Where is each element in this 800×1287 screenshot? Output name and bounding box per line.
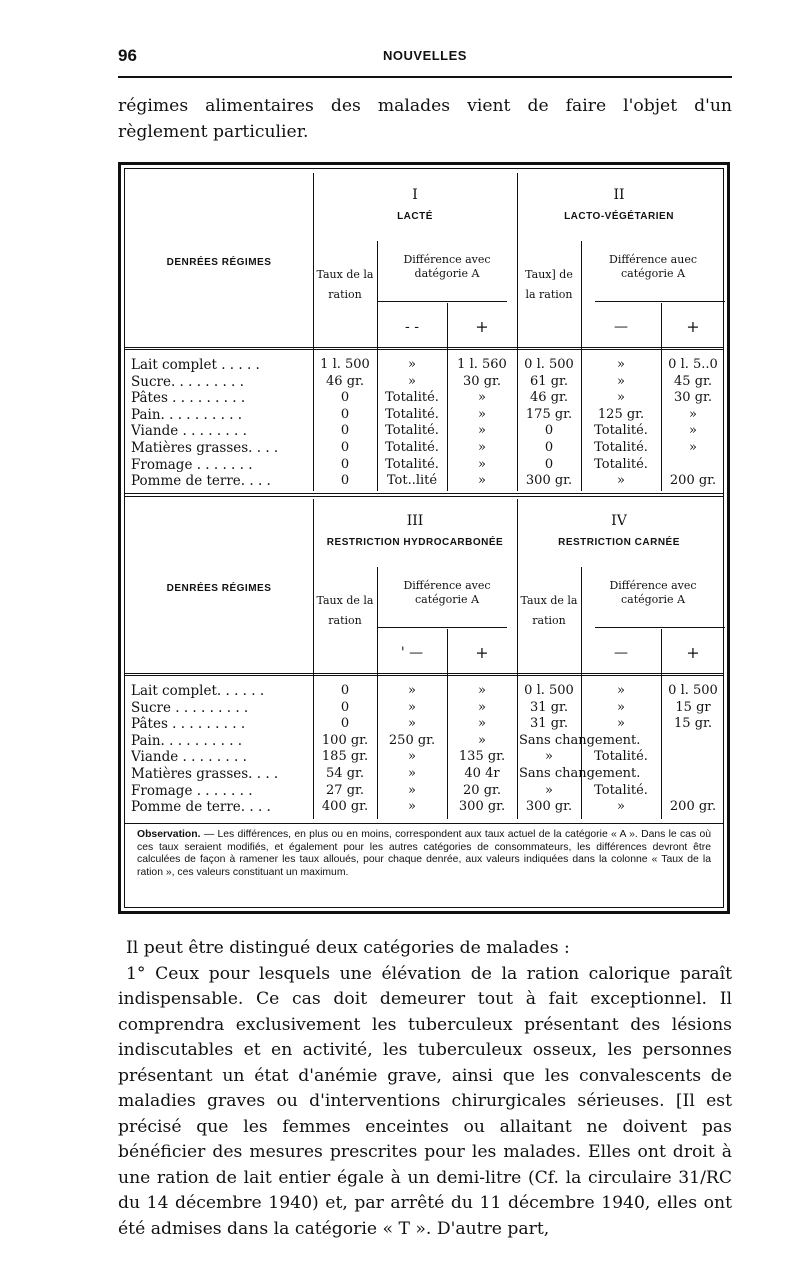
table-cell: 0 — [340, 456, 350, 472]
table-row-label: Pain. . . . . . . . . . — [131, 406, 243, 423]
table-cell: » — [478, 732, 486, 748]
row-header: DENRÉES RÉGIMES — [166, 257, 272, 268]
table-row-label: Pâtes . . . . . . . . . — [131, 716, 246, 733]
table-row-label: Fromage . . . . . . . — [131, 456, 253, 473]
group-name: RESTRICTION CARNÉE — [558, 537, 680, 548]
table-cell: Sans changement. — [519, 732, 641, 748]
table-row-label: Pomme de terre. . . . — [131, 473, 271, 490]
table-cell: Totalité. — [594, 749, 648, 765]
table-cell: 400 gr. — [321, 799, 369, 815]
diff-label: Différence avec catégorie A — [609, 579, 697, 606]
table-cell: » — [478, 423, 486, 439]
table-cell: 300 gr. — [458, 799, 506, 815]
taux-label: Taux de la ration — [316, 594, 374, 627]
observation-note — [137, 829, 711, 879]
minus-label: — — [614, 319, 628, 335]
table-cell: Totalité. — [594, 423, 648, 439]
table-cell: 0 l. 500 — [668, 683, 718, 698]
table-cell: » — [478, 406, 486, 422]
table-cell: » — [617, 799, 625, 815]
table-cell: » — [617, 357, 625, 372]
running-title: NOUVELLES — [383, 48, 467, 63]
plus-label: + — [686, 643, 700, 662]
body-paragraph: 1° Ceux pour lesquels une élévation de la ration calorique paraît indispensable. Ce cas doit demeurer tout à fait exceptionnel. Il comprendra exclusivement les tuberculeux présentant des lésions indiscutables et en activité, les tuberculeux osseux, les personnes présentant un état d'anémie grave, ainsi que les convalescents de maladies graves ou d'interventions chirurgicales sérieuses. [Il est précisé que les femmes enceintes ou allaitant ne doivent pas bénéficier des mesures prescrites pour les malades. Elles ont droit à une ration de lait entier égale à un demi-litre (Cf. la circulaire 31/RC du 14 décembre 1940) et, par arrêté du 11 décembre 1940, elles ont été admises dans la catégorie « T ». D'autre part, — [118, 963, 732, 1239]
table-cell: 200 gr. — [669, 473, 717, 489]
table-row-label: Lait complet . . . . . — [131, 357, 260, 373]
diff-label: Différence auec catégorie A — [609, 253, 697, 280]
table-cell: 0 — [340, 423, 350, 439]
table-row-label: Sucre. . . . . . . . . — [131, 373, 244, 390]
table-row-label: Fromage . . . . . . . — [131, 782, 253, 799]
table-cell: 0 l. 500 — [524, 357, 574, 372]
table-cell: » — [617, 390, 625, 406]
table-cell: 0 — [340, 699, 350, 715]
table-cell: 54 gr. — [326, 766, 364, 781]
taux-label: Taux] de la ration — [525, 268, 573, 301]
table-cell: 250 gr. — [388, 732, 436, 748]
table-cell: 135 gr. — [458, 749, 506, 765]
table-cell: Totalité. — [594, 440, 648, 455]
minus-label: ' — — [400, 645, 424, 661]
table-cell: » — [478, 716, 486, 732]
table-cell: » — [408, 782, 416, 798]
table-cell: 0 — [340, 390, 350, 406]
table-cell: 300 gr. — [525, 799, 573, 815]
observation-lead: Observation. — [137, 829, 201, 840]
group-roman: I — [412, 187, 418, 203]
table-cell: » — [617, 683, 625, 698]
table-row-label: Pâtes . . . . . . . . . — [131, 390, 246, 407]
table-cell: » — [478, 440, 486, 455]
group-name: RESTRICTION HYDROCARBONÉE — [326, 537, 504, 548]
table-cell: » — [408, 799, 416, 815]
group-name: LACTÉ — [397, 211, 433, 222]
table-cell: 31 gr. — [530, 699, 568, 715]
table-row-label: Lait complet. . . . . . — [131, 683, 265, 699]
table-cell: 0 — [340, 440, 350, 455]
table-cell: » — [689, 440, 697, 455]
table-cell: » — [408, 699, 416, 715]
table-row-label: Matières grasses. . . . — [131, 440, 279, 456]
table-cell: 0 l. 5..0 — [668, 357, 718, 372]
table-cell: » — [408, 683, 416, 698]
page-header — [118, 44, 732, 70]
plus-label: + — [686, 317, 700, 336]
table-cell: 40 4r — [464, 766, 500, 781]
table-cell: 0 — [544, 456, 554, 472]
table-cell: Totalité. — [385, 440, 439, 455]
header-rule — [118, 76, 732, 78]
table-cell: 27 gr. — [326, 782, 364, 798]
table-cell: 200 gr. — [669, 799, 717, 815]
intro-paragraph: régimes alimentaires des malades vient de faire l'objet d'un règlement particulier. — [118, 96, 732, 142]
table-cell: » — [617, 716, 625, 732]
group-name: LACTO-VÉGÉTARIEN — [564, 211, 674, 222]
table-cell: » — [408, 357, 416, 372]
table-cell: 15 gr. — [674, 716, 712, 732]
taux-label: Taux de la ration — [520, 594, 578, 627]
table-cell: » — [408, 716, 416, 732]
table-cell: 30 gr. — [463, 373, 501, 389]
minus-label: - - — [405, 319, 419, 335]
table-cell: 1 l. 560 — [457, 357, 507, 372]
diff-label: Différence avec datégorie A — [403, 253, 491, 280]
group-roman: III — [406, 513, 424, 529]
row-header: DENRÉES RÉGIMES — [166, 583, 272, 594]
table-row-label: Viande . . . . . . . . — [131, 423, 247, 440]
table-cell: Totalité. — [385, 423, 439, 439]
table-cell: » — [617, 699, 625, 715]
table-cell: Totalité. — [385, 406, 439, 422]
table-cell: 20 gr. — [463, 782, 501, 798]
table-cell: 0 — [340, 683, 350, 698]
table-cell: 61 gr. — [530, 373, 568, 389]
table-cell: 100 gr. — [321, 732, 369, 748]
observation-text: — Les différences, en plus ou en moins, correspondent aux taux actuel de la catégorie « A ». Dans le cas où ces taux seraient modifiés, et également pour les autres catégories de consommateurs, les différences devront être calculées de façon à ramener les taux alloués, pour chaque denrée, aux valeurs indiquées dans la colonne « Taux de la ration », ces valeurs constituant un maximum. — [137, 829, 712, 878]
table-cell: 0 — [340, 716, 350, 732]
table-row-label: Pomme de terre. . . . — [131, 799, 271, 816]
table-cell: 0 — [544, 423, 554, 439]
plus-label: + — [475, 643, 489, 662]
table-cell: 46 gr. — [326, 373, 364, 389]
table-cell: Sans changement. — [519, 766, 641, 781]
table-cell: » — [689, 406, 697, 422]
table-cell: 15 gr — [675, 699, 711, 715]
table-cell: » — [478, 390, 486, 406]
table-cell: 0 — [544, 440, 554, 455]
table-cell: 46 gr. — [530, 390, 568, 406]
taux-label: Taux de la ration — [316, 268, 374, 301]
table-cell: » — [545, 782, 553, 798]
diff-label: Différence avec catégorie A — [403, 579, 491, 606]
group-roman: IV — [611, 513, 627, 529]
table-cell: 0 l. 500 — [524, 683, 574, 698]
table-cell: » — [408, 749, 416, 765]
table-cell: » — [478, 683, 486, 698]
body-paragraph: Il peut être distingué deux catégories de malades : — [126, 938, 570, 958]
table-cell: Totalité. — [594, 456, 648, 472]
minus-label: — — [614, 645, 628, 661]
table-cell: » — [408, 373, 416, 389]
table-row-label: Pain. . . . . . . . . . — [131, 732, 243, 749]
table-cell: » — [478, 699, 486, 715]
table-cell: 0 — [340, 473, 350, 489]
table-cell: Totalité. — [594, 782, 648, 798]
table-cell: 0 — [340, 406, 350, 422]
table-cell: 1 l. 500 — [320, 357, 370, 372]
table-row-label: Viande . . . . . . . . — [131, 749, 247, 766]
table-cell: 300 gr. — [525, 473, 573, 489]
table-cell: 30 gr. — [674, 390, 712, 406]
table-cell: 185 gr. — [321, 749, 369, 765]
table-cell: » — [617, 473, 625, 489]
body-text — [118, 936, 732, 1242]
group-roman: II — [613, 187, 625, 203]
plus-label: + — [475, 317, 489, 336]
table-cell: » — [689, 423, 697, 439]
rations-table-frame — [118, 162, 730, 914]
table-cell: » — [478, 473, 486, 489]
table-cell: » — [617, 373, 625, 389]
table-cell: » — [545, 749, 553, 765]
table-cell: » — [478, 456, 486, 472]
table-cell: Totalité. — [385, 456, 439, 472]
table-cell: 125 gr. — [597, 406, 645, 422]
page-number: 96 — [118, 46, 137, 65]
table-cell: Tot..lité — [386, 473, 438, 489]
table-cell: 175 gr. — [525, 406, 573, 422]
table-cell: 31 gr. — [530, 716, 568, 732]
table-cell: » — [408, 766, 416, 781]
table-row-label: Matières grasses. . . . — [131, 766, 279, 782]
table-row-label: Sucre . . . . . . . . . — [131, 699, 249, 716]
table-cell: 45 gr. — [674, 373, 712, 389]
table-cell: Totalité. — [385, 390, 439, 406]
